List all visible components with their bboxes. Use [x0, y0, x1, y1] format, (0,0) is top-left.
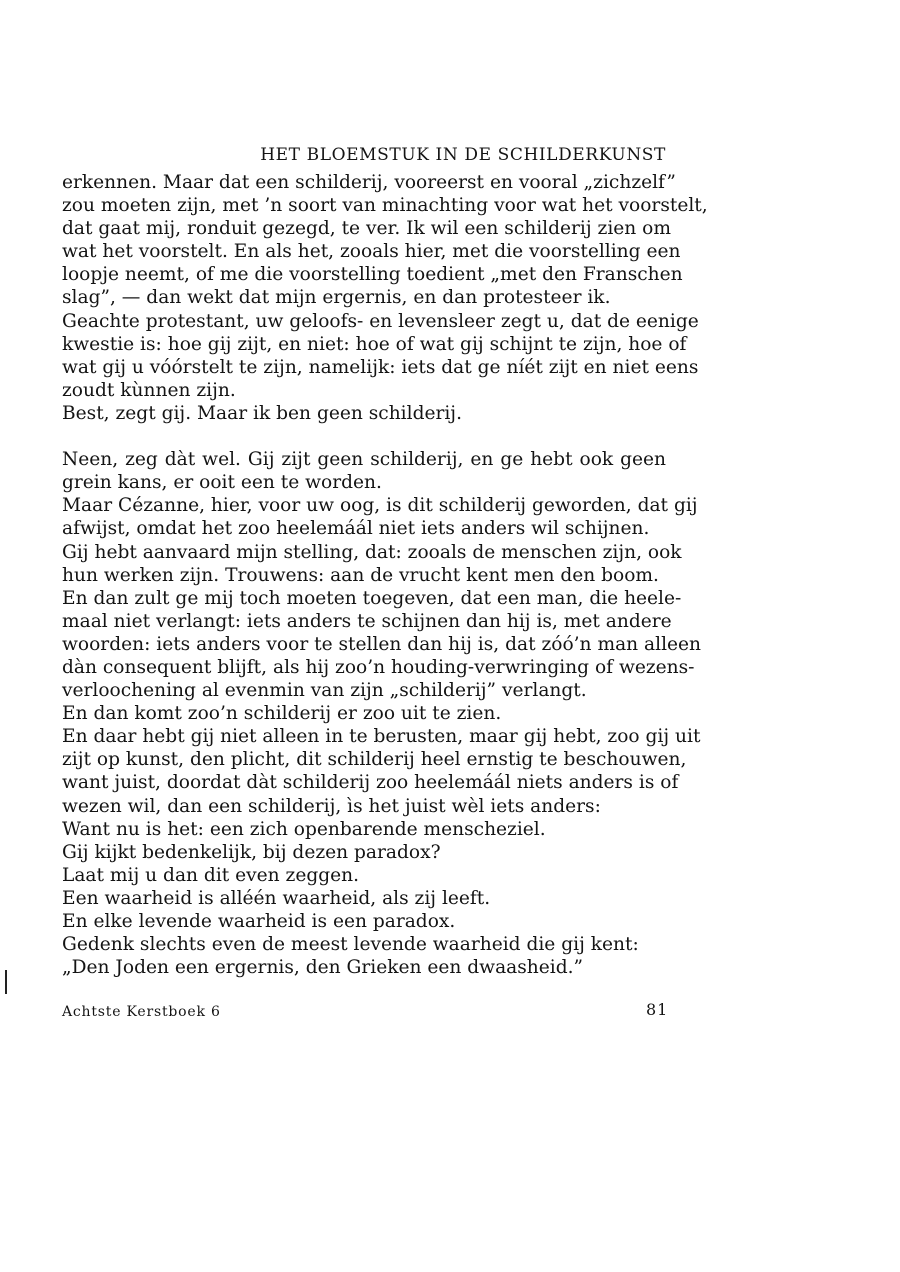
text-line: verloochening al evenmin van zijn „schilderij” verlangt.	[62, 680, 587, 702]
text-line: Gij kijkt bedenkelijk, bij dezen paradox?	[62, 841, 441, 863]
text-line: Want nu is het: een zich openbarende menscheziel.	[62, 818, 546, 840]
text-line: wat het voorstelt. En als het, zooals hier, met die voorstelling een	[62, 241, 681, 263]
text-line: woorden: iets anders voor te stellen dan hij is, dat zóó’n man alleen	[62, 633, 702, 655]
text-line: loopje neemt, of me die voorstelling toedient „met den Franschen	[62, 264, 683, 286]
text-line: Gedenk slechts even de meest levende waarheid die gij kent:	[62, 934, 639, 956]
text-line: „Den Joden een ergernis, den Grieken een dwaasheid.”	[62, 957, 584, 979]
text-line: zijt op kunst, den plicht, dit schilderij heel ernstig te beschouwen,	[62, 749, 687, 771]
text-line: maal niet verlangt: iets anders te schijnen dan hij is, met andere	[62, 610, 672, 632]
text-line: En elke levende waarheid is een paradox.	[62, 911, 456, 932]
text-line: Maar Cézanne, hier, voor uw oog, is dit schilderij geworden, dat gij	[62, 495, 698, 517]
paragraph-gap	[62, 425, 666, 448]
page-number: 81	[646, 1000, 669, 1019]
text-line: want juist, doordat dàt schilderij zoo heelemáál niets anders is of	[62, 772, 679, 794]
text-line: hun werken zijn. Trouwens: aan de vrucht kent men den boom.	[62, 564, 659, 586]
text-line: grein kans, er ooit een te worden.	[62, 472, 382, 494]
text-line: En dan zult ge mij toch moeten toegeven, dat een man, die heele-	[62, 587, 682, 609]
footer-signature: Achtste Kerstboek 6	[62, 1004, 221, 1020]
text-line: En daar hebt gij niet alleen in te berusten, maar gij hebt, zoo gij uit	[62, 726, 701, 748]
text-line: Laat mij u dan dit even zeggen.	[62, 864, 360, 886]
text-line: kwestie is: hoe gij zijt, en niet: hoe of wat gij schijnt te zijn, hoe of	[62, 333, 687, 355]
text-line: Gij hebt aanvaard mijn stelling, dat: zooals de menschen zijn, ook	[62, 541, 682, 563]
text-line: dat gaat mij, ronduit gezegd, te ver. Ik wil een schilderij zien om	[62, 218, 671, 240]
body-text	[62, 171, 708, 979]
text-line: dàn consequent blijft, als hij zoo’n houding-verwringing of wezens-	[62, 656, 695, 678]
text-line: En dan komt zoo’n schilderij er zoo uit te zien.	[62, 703, 502, 725]
scan-edge-mark	[5, 970, 7, 994]
text-line: Een waarheid is alléén waarheid, als zij leeft.	[62, 887, 491, 909]
text-line: Neen, zeg dàt wel. Gij zijt geen schilderij, en ge hebt ook geen	[62, 449, 666, 471]
text-line: erkennen. Maar dat een schilderij, vooreerst en vooral „zichzelf”	[62, 172, 676, 193]
text-line: Best, zegt gij. Maar ik ben geen schilderij.	[62, 402, 462, 424]
text-line: zou moeten zijn, met ’n soort van minachting voor wat het voorstelt,	[62, 195, 708, 217]
text-line: afwijst, omdat het zoo heelemáál niet iets anders wil schijnen.	[62, 518, 650, 540]
running-head: HET BLOEMSTUK IN DE SCHILDERKUNST	[260, 145, 666, 165]
text-line: wat gij u vóórstelt te zijn, namelijk: iets dat ge níét zijt en niet eens	[62, 356, 699, 378]
text-line: zoudt kùnnen zijn.	[62, 379, 236, 401]
text-line: wezen wil, dan een schilderij, ìs het juist wèl iets anders:	[62, 795, 601, 817]
text-line: Geachte protestant, uw geloofs- en levensleer zegt u, dat de eenige	[62, 310, 699, 332]
text-line: slag”, — dan wekt dat mijn ergernis, en dan protesteer ik.	[62, 287, 611, 309]
